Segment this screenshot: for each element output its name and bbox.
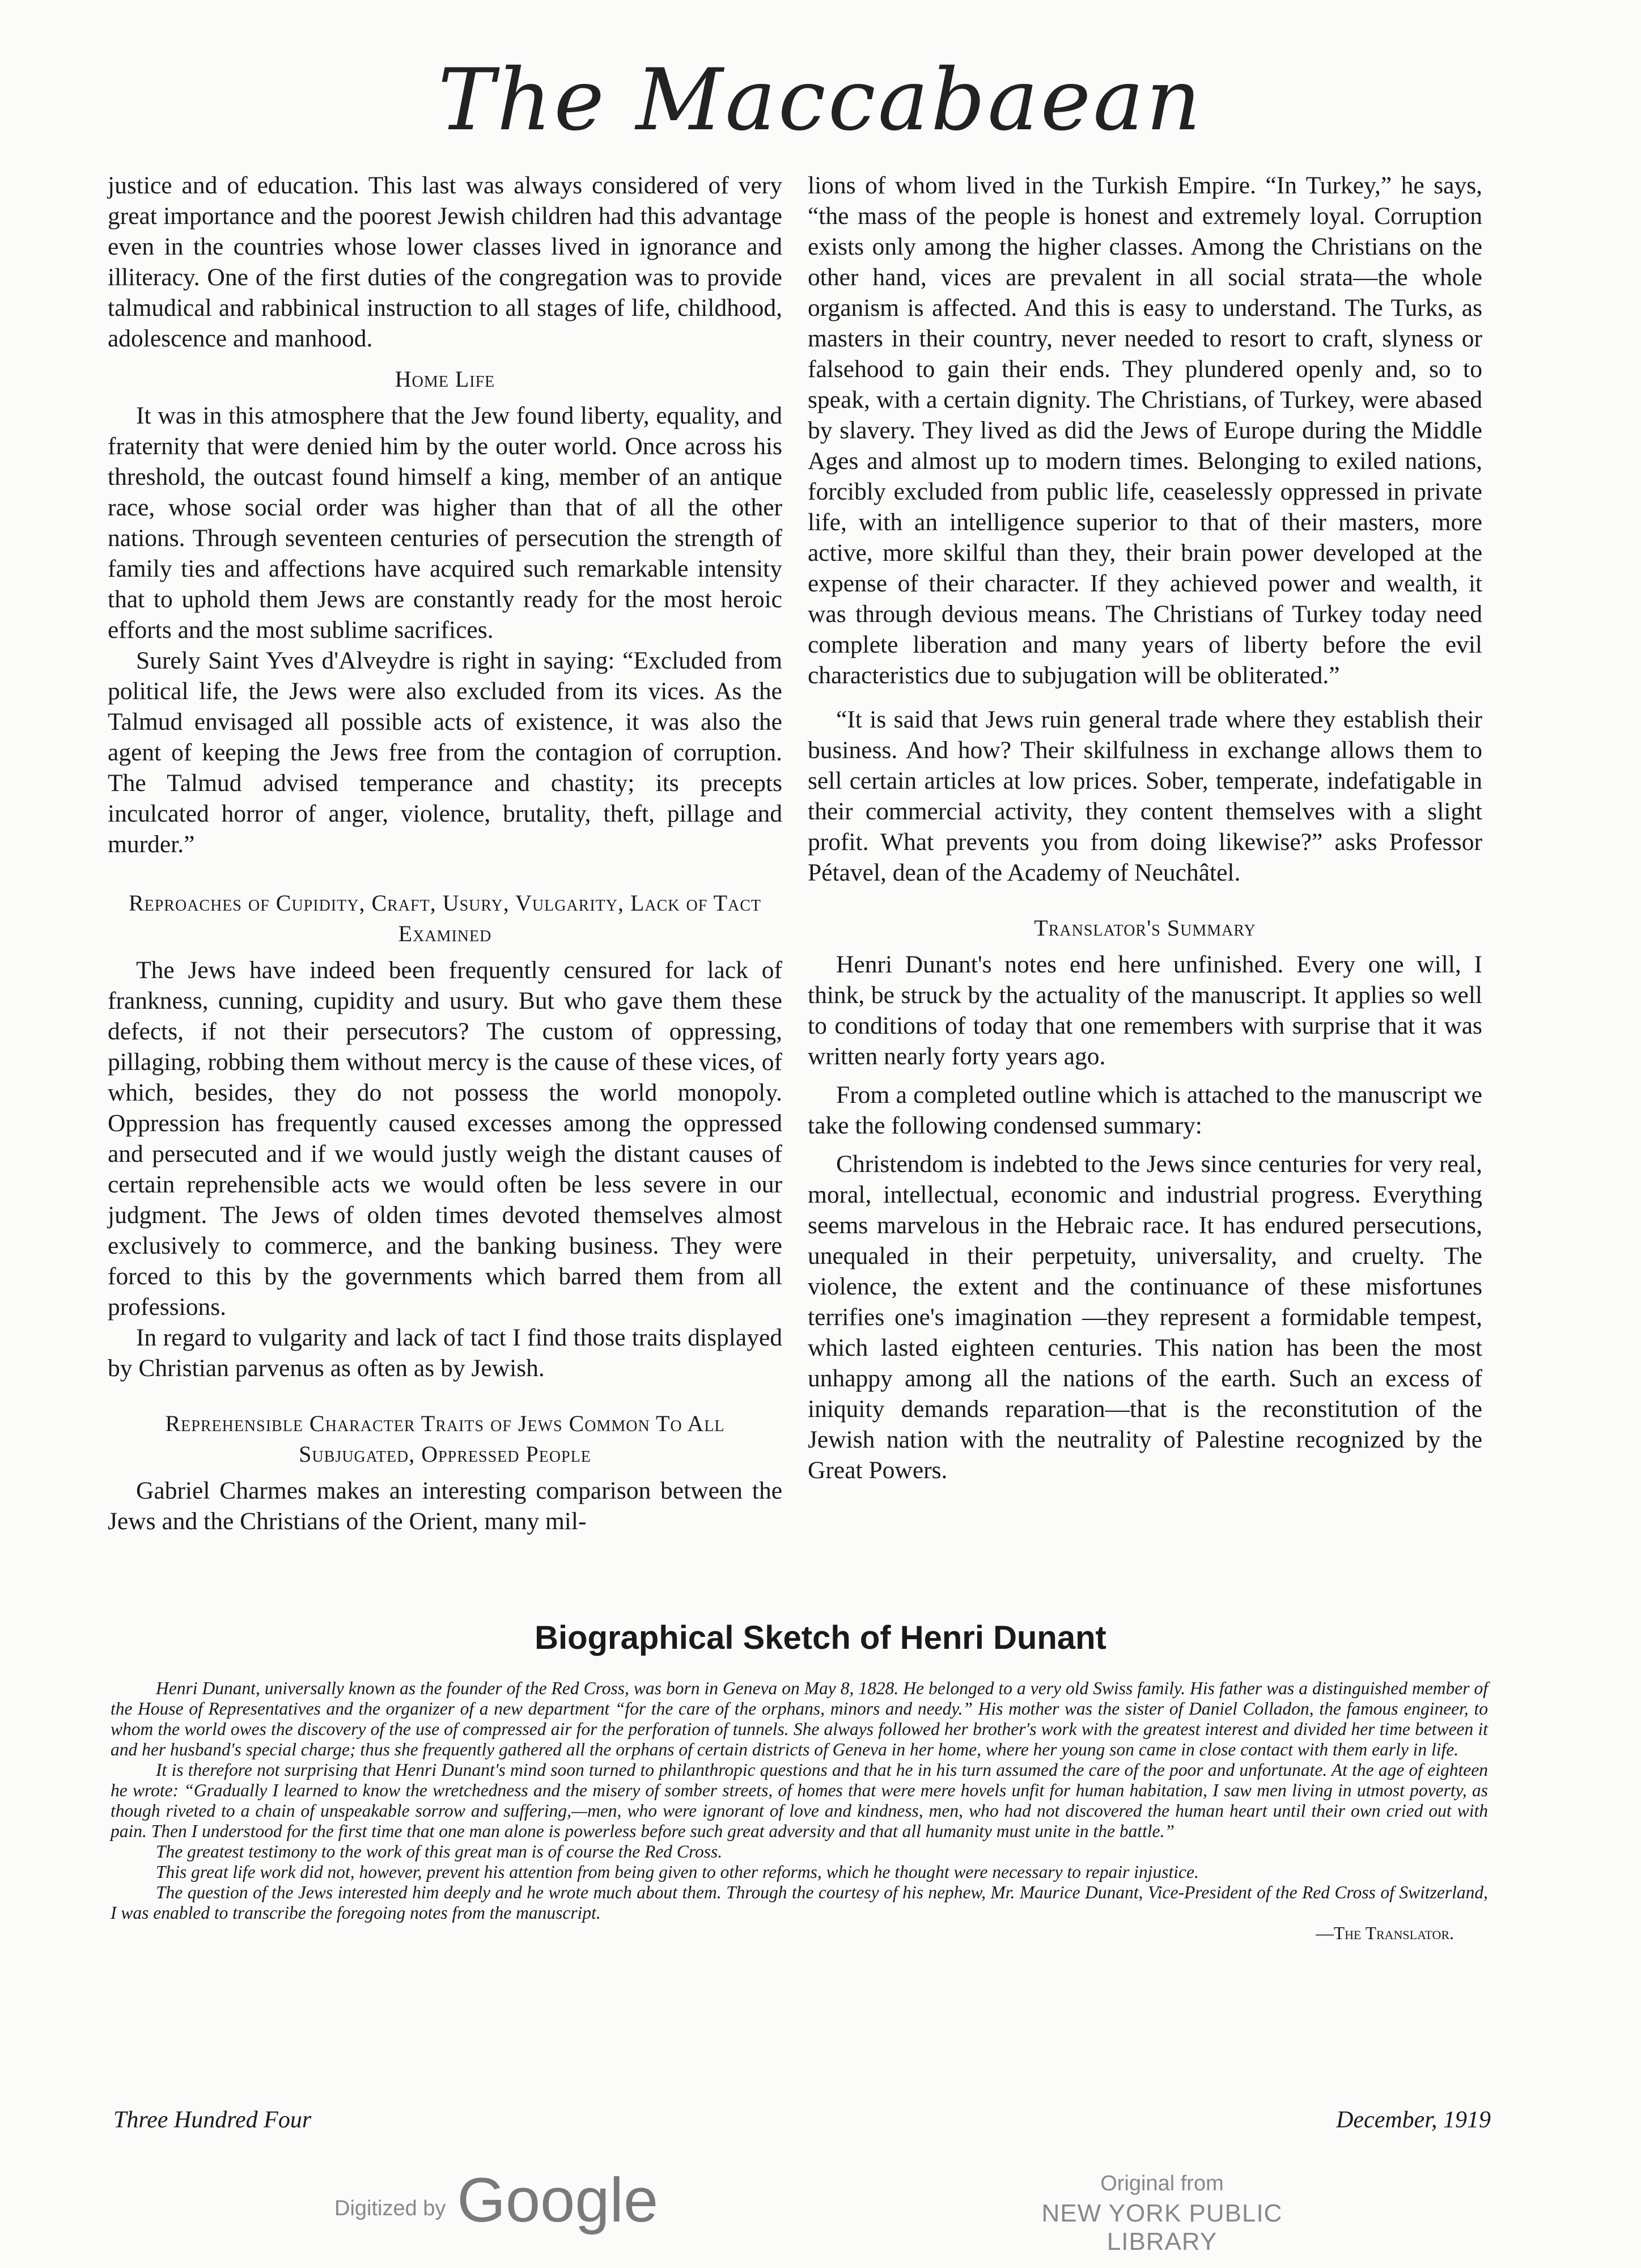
bio-paragraph: The greatest testimony to the work of this great man is of course the Red Cross.: [156, 1842, 723, 1861]
paragraph: justice and of education. This last was always considered of very great importance and the poorest Jewish children had this advantage even in the countries whose lower classes lived in ignorance and illiteracy. One of the first duties of the congregation was to provide talmudical and rabbinical instruction to all stages of life, childhood, adolescence and manhood.: [108, 172, 782, 352]
bio-paragraph: The question of the Jews interested him deeply and he wrote much about them. Through the courtesy of his nephew, Mr. Maurice Dunant, Vice-President of the Red Cross of Switzerland, I was enabled to transcribe the foregoing notes from the manuscript.: [111, 1882, 1488, 1923]
paragraph: The Jews have indeed been frequently censured for lack of frankness, cunning, cupidity and usury. But who gave them these defects, if not their persecutors? The custom of oppressing, pillaging, robbing them without mercy is the cause of these vices, of which, besides, they do not possess the world monopoly. Oppression has frequently caused excesses among the oppressed and persecuted and if we would justly weigh the distant causes of certain reprehensible acts we would often be less severe in our judgment. The Jews of olden times devoted themselves almost exclusively to commerce, and the banking business. They were forced to this by the governments which barred them from all professions.: [108, 957, 782, 1321]
google-logo: Google: [457, 2165, 659, 2235]
section-heading-reproaches: Reproaches of Cupidity, Craft, Usury, Vulgarity, Lack of Tact Examined: [128, 890, 762, 946]
original-from-label: Original from: [1100, 2172, 1224, 2195]
library-name: NEW YORK PUBLIC LIBRARY: [1041, 2199, 1283, 2256]
paragraph: “It is said that Jews ruin general trade where they establish their business. And how? Their skilfulness in exchange allows them to sell certain articles at low prices. Sober, temperate, indefatigable in their commercial activity, they content themselves with a slight profit. What prevents you from doing likewise?” asks Professor Pétavel, dean of the Academy of Neuchâtel.: [808, 706, 1482, 886]
masthead-title: The Maccabaean: [438, 51, 1203, 150]
issue-date: December, 1919: [1336, 2107, 1491, 2133]
right-column: [808, 170, 1482, 1486]
paragraph: Henri Dunant's notes end here unfinished. Every one will, I think, be struck by the actuality of the manuscript. It applies so well to conditions of today that one remembers with surprise that it was written nearly forty years ago.: [808, 951, 1482, 1070]
section-heading-home-life: Home Life: [395, 366, 495, 392]
section-heading-reprehensible-traits: Reprehensible Character Traits of Jews Common To All Subjugated, Oppressed People: [165, 1411, 725, 1467]
bio-paragraph: It is therefore not surprising that Henri Dunant's mind soon turned to philanthropic questions and that he in his turn assumed the care of the poor and unfortunate. At the age of eighteen he wrote: “Gradually I learned to know the wretchedness and the misery of somber streets, of homes that were mere hovels unfit for human habitation, I saw men living in utmost poverty, as though riveted to a chain of unspeakable sorrow and suffering,—men, who were ignorant of love and kindness, men, who had not discovered the human heart until their own cried out with pain. Then I understood for the first time that one man alone is powerless before such great adversity and that all humanity must unite in the battle.”: [111, 1760, 1488, 1841]
page-number: Three Hundred Four: [113, 2107, 312, 2133]
paragraph: Christendom is indebted to the Jews since centuries for very real, moral, intellectual, economic and industrial progress. Everything seems marvelous in the Hebraic race. It has endured persecutions, unequaled in their perpetuity, universality, and cruelty. The violence, the extent and the continuance of these misfortunes terrifies one's imagination —they represent a formidable tempest, which lasted eighteen centuries. This nation has been the most unhappy among all the nations of the earth. Such an excess of iniquity demands reparation—that is the reconstitution of the Jewish nation with the neutrality of Palestine recognized by the Great Powers.: [808, 1150, 1482, 1484]
paragraph: lions of whom lived in the Turkish Empire. “In Turkey,” he says, “the mass of the people is honest and extremely loyal. Corruption exists only among the higher classes. Among the Christians on the other hand, vices are prevalent in all social strata—the whole organism is affected. And this is easy to understand. The Turks, as masters in their country, never needed to resort to craft, slyness or falsehood to gain their ends. They plundered openly and, so to speak, with a certain dignity. The Christians, of Turkey, were abased by slavery. They lived as did the Jews of Europe during the Middle Ages and almost up to modern times. Belonging to exiled nations, forcibly excluded from public life, ceaselessly oppressed in private life, with an intelligence superior to that of their masters, more active, more skilful than they, their brain power developed at the expense of their character. If they achieved power and wealth, it was through devious means. The Christians of Turkey today need complete liberation and many years of liberty before the evil characteristics due to subjugation will be obliterated.”: [808, 172, 1482, 689]
translator-signature: —The Translator.: [1316, 1923, 1454, 1943]
bio-paragraph: Henri Dunant, universally known as the founder of the Red Cross, was born in Geneva on May 8, 1828. He belonged to a very old Swiss family. His father was a distinguished member of the House of Representatives and the organizer of a new department “for the care of the orphans, minors and needy.” His mother was the sister of Daniel Colladon, the famous engineer, to whom the world owes the discovery of the use of compressed air for the perforation of tunnels. She always followed her brother's work with the greatest interest and divided her time between it and her husband's special charge; thus she frequently gathered all the orphans of certain districts of Geneva in her home, where her young son came in close contact with them early in life.: [111, 1678, 1488, 1759]
bio-title: Biographical Sketch of Henri Dunant: [535, 1619, 1106, 1656]
original-from-watermark: [986, 2172, 1338, 2256]
paragraph: From a completed outline which is attached to the manuscript we take the following condensed summary:: [808, 1081, 1482, 1139]
section-heading-translators-summary: Translator's Summary: [1034, 915, 1256, 941]
left-column: [108, 170, 782, 1537]
bio-section: [111, 1678, 1488, 1944]
digitized-label: Digitized by: [334, 2196, 446, 2220]
paragraph: In regard to vulgarity and lack of tact I find those traits displayed by Christian parvenus as often as by Jewish.: [108, 1324, 782, 1382]
bio-paragraph: This great life work did not, however, prevent his attention from being given to other reforms, which he thought were necessary to repair injustice.: [156, 1862, 1199, 1882]
paragraph: Gabriel Charmes makes an interesting comparison between the Jews and the Christians of the Orient, many mil-: [108, 1477, 782, 1535]
paragraph: It was in this atmosphere that the Jew found liberty, equality, and fraternity that were denied him by the outer world. Once across his threshold, the outcast found himself a king, member of an antique race, whose social order was higher than that of all the other nations. Through seventeen centuries of persecution the strength of family ties and affections have acquired such remarkable intensity that to uphold them Jews are constantly ready for the most heroic efforts and the most sublime sacrifices.: [108, 402, 782, 644]
digitized-by-watermark: [334, 2166, 658, 2234]
paragraph: Surely Saint Yves d'Alveydre is right in saying: “Excluded from political life, the Jews were also excluded from its vices. As the Talmud envisaged all possible acts of existence, it was also the agent of keeping the Jews free from the contagion of corruption. The Talmud advised temperance and chastity; its precepts inculcated horror of anger, violence, brutality, theft, pillage and murder.”: [108, 647, 782, 858]
